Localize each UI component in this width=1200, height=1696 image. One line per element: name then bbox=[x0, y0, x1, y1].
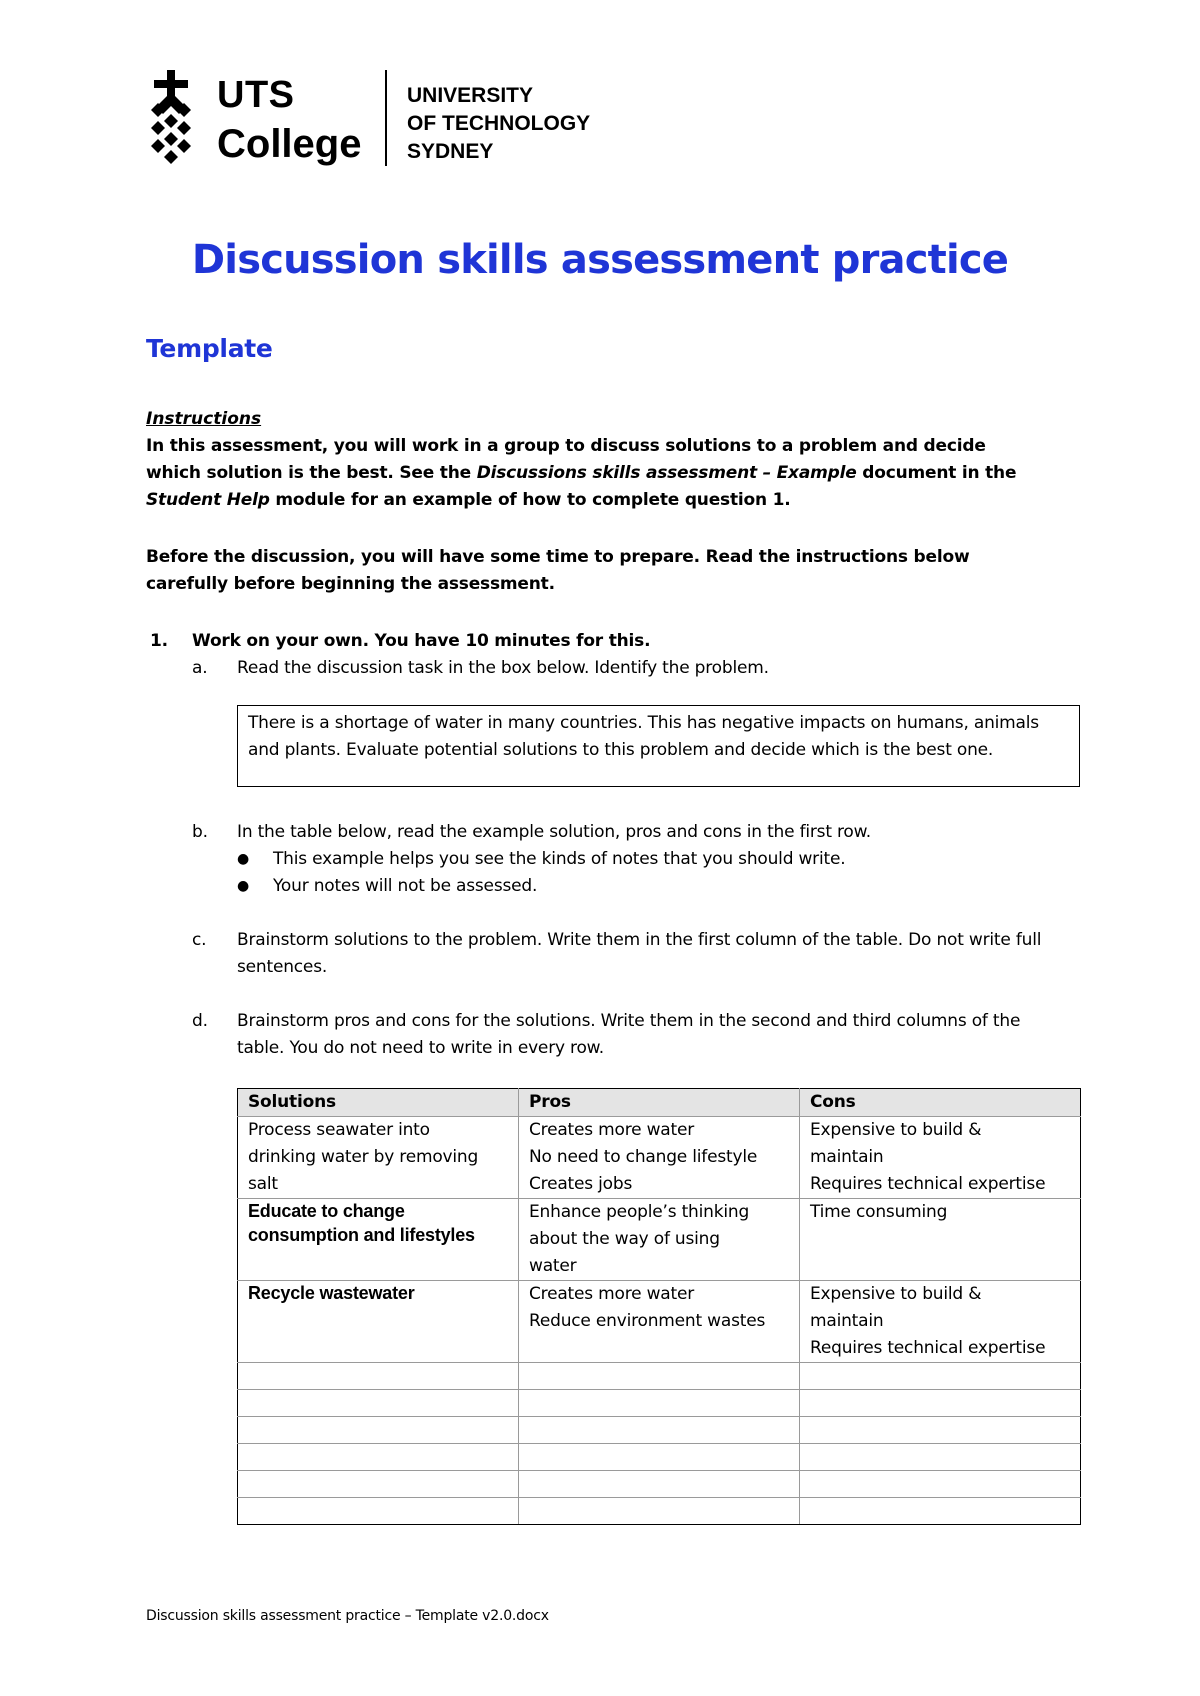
step-b-text: In the table below, read the example solution, pros and cons in the first row. bbox=[237, 822, 871, 842]
solution-cell bbox=[238, 1281, 519, 1363]
step-letter: c. bbox=[192, 930, 207, 950]
instructions-label: Instructions bbox=[146, 409, 262, 429]
empty-cell[interactable] bbox=[238, 1471, 519, 1498]
document-title: Discussion skills assessment practice bbox=[191, 237, 1009, 283]
empty-cell[interactable] bbox=[800, 1444, 1081, 1471]
section-heading: Template bbox=[146, 334, 273, 363]
uni-line: OF TECHNOLOGY bbox=[407, 112, 591, 135]
question-number: 1. bbox=[150, 631, 168, 651]
cell-line: Time consuming bbox=[810, 1202, 948, 1222]
instructions-paragraph-1 bbox=[146, 433, 1046, 514]
empty-cell[interactable] bbox=[519, 1471, 800, 1498]
brand-uts: UTS bbox=[217, 74, 295, 116]
step-letter: b. bbox=[192, 822, 208, 842]
empty-cell[interactable] bbox=[800, 1498, 1081, 1525]
cell-line: maintain bbox=[810, 1147, 884, 1167]
uts-logo-icon bbox=[146, 70, 196, 170]
table-row bbox=[238, 1199, 1081, 1281]
step-letter: d. bbox=[192, 1011, 208, 1031]
solutions-table bbox=[237, 1088, 1081, 1525]
cell-line: Creates more water bbox=[529, 1284, 695, 1304]
step-d-text: Brainstorm pros and cons for the solutions. Write them in the second and third columns of the table. You do not need to write in every row. bbox=[237, 1011, 1021, 1058]
column-header-cons: Cons bbox=[800, 1089, 1081, 1117]
table-header-row bbox=[238, 1089, 1081, 1117]
step-letter: a. bbox=[192, 658, 208, 678]
empty-cell[interactable] bbox=[238, 1444, 519, 1471]
empty-cell[interactable] bbox=[519, 1444, 800, 1471]
column-header-solutions: Solutions bbox=[238, 1089, 519, 1117]
cell-line: No need to change lifestyle bbox=[529, 1147, 758, 1167]
cons-cell bbox=[800, 1117, 1081, 1199]
empty-cell[interactable] bbox=[800, 1390, 1081, 1417]
cell-line: Recycle wastewater bbox=[248, 1283, 415, 1303]
brand-college: College bbox=[217, 122, 362, 166]
table-row-empty bbox=[238, 1498, 1081, 1525]
empty-cell[interactable] bbox=[519, 1363, 800, 1390]
table-row-empty bbox=[238, 1471, 1081, 1498]
cell-line: drinking water by removing bbox=[248, 1147, 479, 1167]
cell-line: Educate to change bbox=[248, 1201, 405, 1221]
table-row-empty bbox=[238, 1390, 1081, 1417]
empty-cell[interactable] bbox=[519, 1498, 800, 1525]
cell-line: about the way of using bbox=[529, 1229, 720, 1249]
empty-cell[interactable] bbox=[800, 1363, 1081, 1390]
question-text: Work on your own. You have 10 minutes for this. bbox=[192, 631, 651, 651]
cell-line: maintain bbox=[810, 1311, 884, 1331]
solution-cell bbox=[238, 1199, 519, 1281]
solution-cell bbox=[238, 1117, 519, 1199]
table-row-empty bbox=[238, 1363, 1081, 1390]
example-document-name: Discussions skills assessment – Example bbox=[476, 463, 857, 483]
cell-line: Process seawater into bbox=[248, 1120, 430, 1140]
document-footer: Discussion skills assessment practice – Template v2.0.docx bbox=[146, 1608, 549, 1624]
pros-cell bbox=[519, 1281, 800, 1363]
logo-divider bbox=[385, 70, 387, 166]
step-a-text: Read the discussion task in the box below. Identify the problem. bbox=[237, 658, 769, 678]
empty-cell[interactable] bbox=[238, 1363, 519, 1390]
cell-line: Requires technical expertise bbox=[810, 1174, 1046, 1194]
bullet-item: This example helps you see the kinds of notes that you should write. bbox=[273, 849, 846, 869]
instructions-paragraph-2: Before the discussion, you will have some time to prepare. Read the instructions below carefully before beginning the assessment. bbox=[146, 547, 970, 594]
table-row-empty bbox=[238, 1417, 1081, 1444]
module-name: Student Help bbox=[146, 490, 270, 510]
cell-line: Creates jobs bbox=[529, 1174, 633, 1194]
uni-line: SYDNEY bbox=[407, 140, 494, 163]
text-run: module for an example of how to complete question 1. bbox=[269, 490, 791, 510]
text-run: document in the bbox=[856, 463, 1017, 483]
uni-line: UNIVERSITY bbox=[407, 84, 534, 107]
bullet-item: Your notes will not be assessed. bbox=[273, 876, 538, 896]
empty-cell[interactable] bbox=[238, 1417, 519, 1444]
university-name bbox=[407, 82, 590, 166]
cell-line: consumption and lifestyles bbox=[248, 1225, 475, 1245]
cell-line: Requires technical expertise bbox=[810, 1338, 1046, 1358]
cell-line: salt bbox=[248, 1174, 278, 1194]
discussion-task-box: There is a shortage of water in many countries. This has negative impacts on humans, animals and plants. Evaluate potential solutions to this problem and decide which is the best one. bbox=[237, 705, 1080, 787]
cons-cell bbox=[800, 1281, 1081, 1363]
text-run: In this assessment, you will work in a group to discuss solutions to a problem and decide which solution is the best. See the bbox=[146, 436, 986, 483]
empty-cell[interactable] bbox=[238, 1498, 519, 1525]
empty-cell[interactable] bbox=[519, 1417, 800, 1444]
empty-cell[interactable] bbox=[519, 1390, 800, 1417]
cell-line: Expensive to build & bbox=[810, 1120, 982, 1140]
cell-line: Reduce environment wastes bbox=[529, 1311, 766, 1331]
pros-cell bbox=[519, 1199, 800, 1281]
empty-cell[interactable] bbox=[800, 1471, 1081, 1498]
cell-line: Expensive to build & bbox=[810, 1284, 982, 1304]
table-row bbox=[238, 1281, 1081, 1363]
table-row-empty bbox=[238, 1444, 1081, 1471]
cell-line: water bbox=[529, 1256, 577, 1276]
step-c-text: Brainstorm solutions to the problem. Write them in the first column of the table. Do not write full sentences. bbox=[237, 930, 1042, 977]
pros-cell bbox=[519, 1117, 800, 1199]
column-header-pros: Pros bbox=[519, 1089, 800, 1117]
bullet-icon: ● bbox=[237, 851, 250, 867]
cell-line: Creates more water bbox=[529, 1120, 695, 1140]
cell-line: Enhance people’s thinking bbox=[529, 1202, 750, 1222]
bullet-icon: ● bbox=[237, 878, 250, 894]
table-row bbox=[238, 1117, 1081, 1199]
empty-cell[interactable] bbox=[238, 1390, 519, 1417]
empty-cell[interactable] bbox=[800, 1417, 1081, 1444]
cons-cell bbox=[800, 1199, 1081, 1281]
